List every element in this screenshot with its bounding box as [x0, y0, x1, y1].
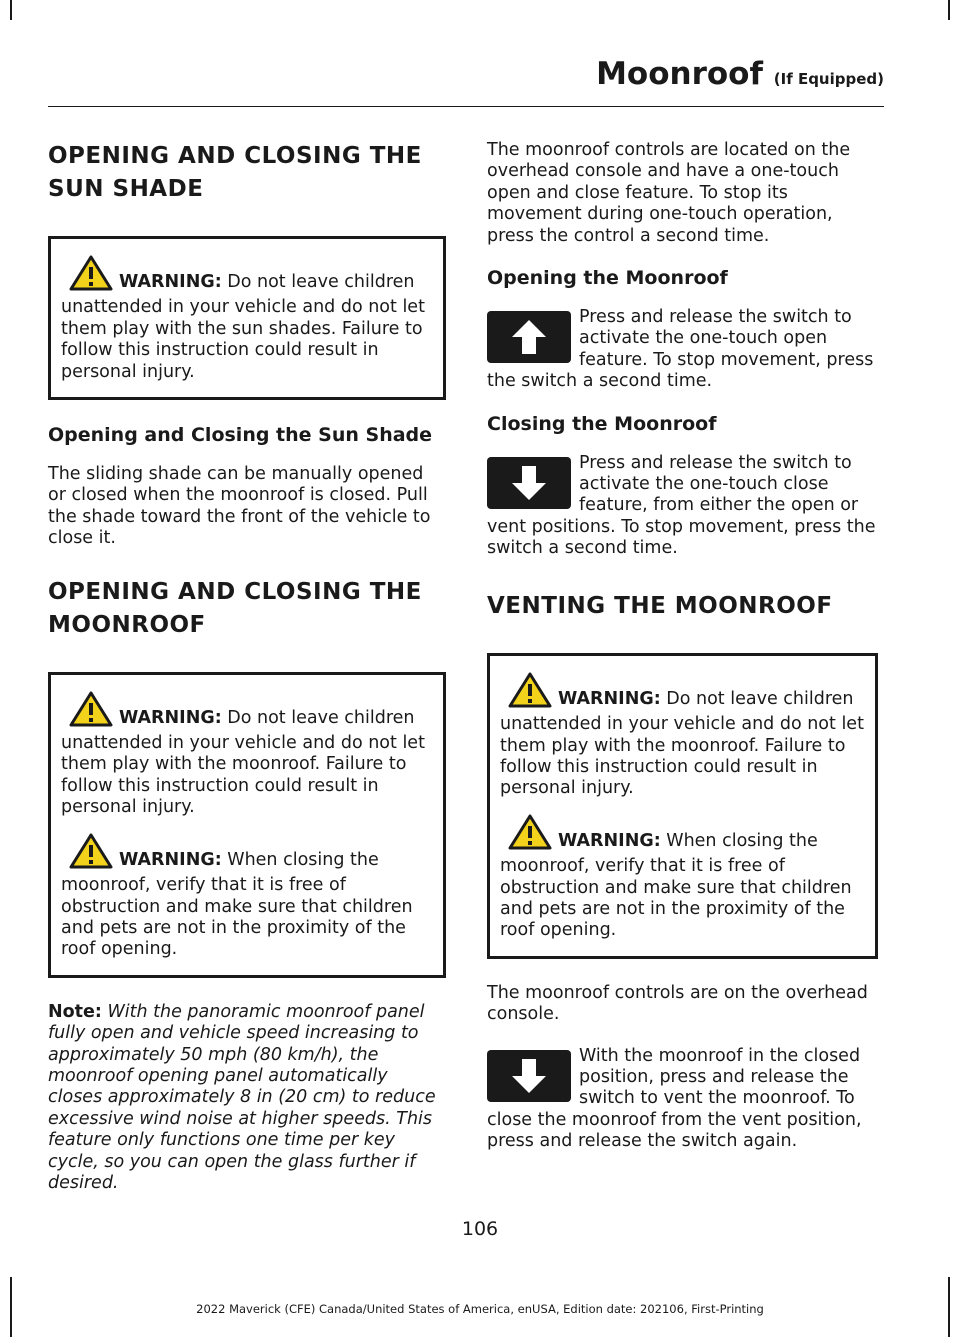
sun-shade-text: The sliding shade can be manually opened or closed when the moonroof is closed. Pull the shade toward the front of the vehicle to close it. [48, 464, 431, 549]
vent-instruction: With the moonroof in the closed position, press and release the switch to vent the moonroof. To close the moonroof from the vent position, press and release the switch again. [487, 1045, 862, 1152]
footer-edition-info: 2022 Maverick (CFE) Canada/United States of America, enUSA, Edition date: 202106, First-Printing [196, 1302, 764, 1316]
page-title: Moonroof (If Equipped) [596, 56, 884, 92]
warning-moonroof-children: WARNING: Do not leave children unattended in your vehicle and do not let them play with the moonroof. Failure to follow this instruction could result in personal injury. [61, 691, 435, 819]
controls-intro-text: The moonroof controls are located on the overhead console and have a one-touch open and close feature. To stop its movement during one-touch operation, press the control a second time. [487, 140, 851, 246]
page-number: 106 [461, 1218, 499, 1240]
section-title-moonroof: OPENING AND CLOSING THE MOONROOF [48, 578, 422, 638]
warning-triangle-icon [69, 255, 113, 297]
warning-triangle-icon [69, 833, 113, 875]
page-header [48, 56, 884, 92]
arrow-up-icon [487, 311, 571, 363]
section-title-venting: VENTING THE MOONROOF [487, 592, 833, 619]
right-column [487, 140, 878, 1173]
arrow-down-icon [487, 457, 571, 509]
controls-location-text: The moonroof controls are on the overhead console. [487, 982, 868, 1025]
closing-instruction: Press and release the switch to activate the one-touch close feature, from either the open or vent positions. To stop movement, press the switch a second time. [487, 452, 876, 559]
section-title-sun-shade: OPENING AND CLOSING THE SUN SHADE [48, 143, 422, 202]
warning-box-venting [487, 653, 878, 959]
note-paragraph: Note: With the panoramic moonroof panel fully open and vehicle speed increasing to approximately 50 mph (80 km/h), the moonroof opening panel automatically closes approximately 8 in (20 cm) to reduce excessive wind noise at higher speeds. This feature only functions one time per key cycle, so you can open the glass further if desired. [48, 1001, 436, 1193]
warning-triangle-icon [508, 814, 552, 856]
crop-mark-top-right [948, 0, 950, 20]
subsection-title-sun-shade: Opening and Closing the Sun Shade [48, 424, 433, 447]
opening-instruction: Press and release the switch to activate the one-touch open feature. To stop movement, press the switch a second time. [487, 307, 874, 392]
subsection-title-closing: Closing the Moonroof [487, 412, 717, 435]
page-subtitle: (If Equipped) [773, 70, 884, 88]
warning-box-sun-shade [48, 236, 446, 400]
arrow-down-icon [487, 1050, 571, 1102]
warning-venting-children: WARNING: Do not leave children unattended in your vehicle and do not let them play with the moonroof. Failure to follow this instruction could result in personal injury. [500, 672, 867, 800]
warning-venting-obstruction: WARNING: When closing the moonroof, verify that it is free of obstruction and make sure that children and pets are not in the proximity of the roof opening. [500, 814, 867, 942]
warning-triangle-icon [69, 691, 113, 733]
warning-box-moonroof [48, 672, 446, 978]
subsection-title-opening: Opening the Moonroof [487, 267, 728, 290]
header-divider [48, 106, 884, 107]
warning-triangle-icon [508, 672, 552, 714]
left-column [48, 140, 446, 1214]
crop-mark-top-left [10, 0, 12, 20]
warning-sun-shade: WARNING: Do not leave children unattended in your vehicle and do not let them play with the sun shades. Failure to follow this instruction could result in personal injury. [61, 255, 435, 383]
warning-moonroof-obstruction: WARNING: When closing the moonroof, verify that it is free of obstruction and make sure that children and pets are not in the proximity of the roof opening. [61, 833, 435, 961]
